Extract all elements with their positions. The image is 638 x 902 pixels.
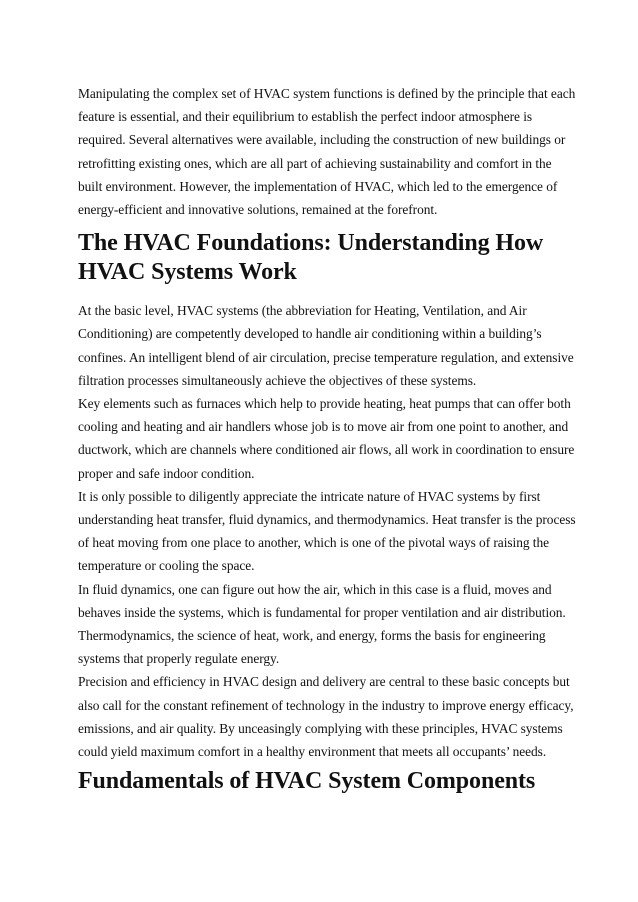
section-heading-hvac-foundations: The HVAC Foundations: Understanding How HVAC Systems Work	[78, 230, 544, 286]
body-paragraph: Thermodynamics, the science of heat, work, and energy, forms the basis for engineering systems that properly regulate energy.	[78, 628, 546, 667]
body-paragraph: It is only possible to diligently appreciate the intricate nature of HVAC systems by first understanding heat transfer, fluid dynamics, and thermodynamics. Heat transfer is the process of heat moving from one place to another, which is one of the pivotal ways of raising the temperature or cooling the space.	[78, 488, 576, 574]
body-paragraph: At the basic level, HVAC systems (the abbreviation for Heating, Ventilation, and Air Conditioning) are competently developed to handle air conditioning within a building’s confines. An intelligent blend of air circulation, precise temperature regulation, and extensive filtration processes simultaneously achieve the objectives of these systems.	[78, 303, 574, 388]
intro-paragraph: Manipulating the complex set of HVAC system functions is defined by the principle that each feature is essential, and their equilibrium to establish the perfect indoor atmosphere is required. Several alternatives were available, including the construction of new buildings or retrofitting existing ones, which are all part of achieving sustainability and comfort in the built environment. However, the implementation of HVAC, which led to the emergence of energy-efficient and innovative solutions, remained at the forefront.	[78, 86, 576, 218]
body-paragraph: Precision and efficiency in HVAC design and delivery are central to these basic concepts but also call for the constant refinement of technology in the industry to improve energy efficacy, emissions, and air quality. By unceasingly complying with these principles, HVAC systems could yield maximum comfort in a healthy environment that meets all occupants’ needs.	[78, 674, 574, 760]
section-heading-system-components: Fundamentals of HVAC System Components	[78, 768, 536, 795]
body-paragraph: Key elements such as furnaces which help to provide heating, heat pumps that can offer both cooling and heating and air handlers whose job is to move air from one point to another, and ductwork, which are channels where conditioned air flows, all work in coordination to ensure proper and safe indoor condition.	[78, 396, 575, 481]
section-body-hvac-foundations	[78, 299, 576, 763]
body-paragraph: In fluid dynamics, one can figure out how the air, which in this case is a fluid, moves and behaves inside the systems, which is fundamental for proper ventilation and air distribution.	[78, 581, 566, 620]
